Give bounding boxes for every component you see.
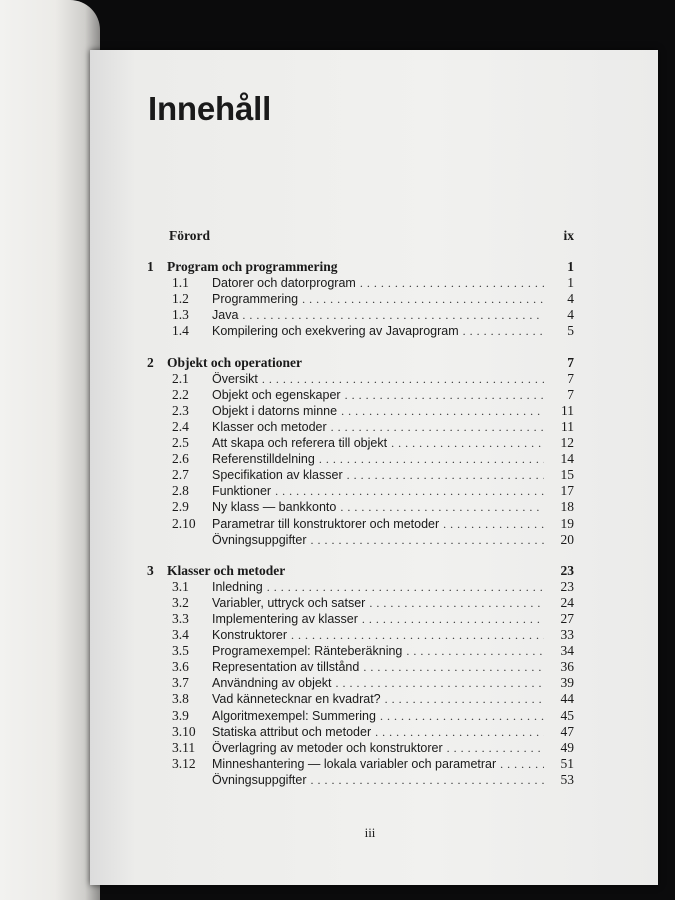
dot-leader: [345, 387, 544, 403]
section-page: 36: [560, 659, 574, 675]
chapter-page: 7: [567, 354, 574, 370]
section-page: 17: [560, 483, 574, 499]
section-title: Objekt i datorns minne: [212, 403, 338, 418]
book-page: [90, 50, 658, 885]
toc-section: [147, 659, 574, 675]
section-number: 2.3: [172, 402, 189, 418]
section-number: 2.10: [172, 515, 196, 531]
table-of-contents: [147, 228, 574, 788]
toc-section: [147, 516, 574, 532]
dot-leader: [375, 724, 544, 740]
section-page: 19: [560, 515, 574, 531]
chapter-title: Objekt och operationer: [167, 354, 302, 370]
toc-section: [147, 675, 574, 691]
section-number: 3.5: [172, 643, 189, 659]
section-title: Inledning: [212, 579, 263, 594]
dot-leader: [291, 627, 544, 643]
preface-page: ix: [563, 228, 574, 243]
section-title: Övningsuppgifter: [212, 532, 307, 547]
section-number: 2.9: [172, 499, 189, 515]
dot-leader: [302, 291, 544, 307]
section-page: 47: [560, 723, 574, 739]
section-page: 23: [560, 578, 574, 594]
section-page: 49: [560, 739, 574, 755]
section-number: 2.7: [172, 467, 189, 483]
section-page: 45: [560, 707, 574, 723]
dot-leader: [362, 611, 544, 627]
toc-chapter: [147, 355, 574, 371]
section-page: 27: [560, 610, 574, 626]
dot-leader: [347, 467, 544, 483]
toc-section: [147, 724, 574, 740]
section-page: 33: [560, 627, 574, 643]
dot-leader: [500, 756, 544, 772]
section-page: 11: [561, 418, 574, 434]
section-page: 12: [560, 435, 574, 451]
dot-leader: [463, 323, 544, 339]
section-page: 7: [567, 370, 574, 386]
facing-page: [0, 0, 100, 900]
dot-leader: [331, 419, 544, 435]
section-title: Statiska attribut och metoder: [212, 724, 372, 739]
dot-leader: [341, 403, 544, 419]
toc-section: [147, 691, 574, 707]
toc-section: [147, 291, 574, 307]
section-number: 2.1: [172, 370, 189, 386]
section-title: Översikt: [212, 371, 258, 386]
toc-section: [147, 772, 574, 788]
chapter-number: 1: [147, 259, 154, 275]
section-page: 4: [567, 307, 574, 323]
section-number: 3.8: [172, 691, 189, 707]
page-title: Innehåll: [148, 90, 272, 127]
section-number: 3.1: [172, 578, 189, 594]
toc-section: [147, 595, 574, 611]
section-number: 1.4: [172, 323, 189, 339]
section-number: 2.2: [172, 386, 189, 402]
section-title: Datorer och datorprogram: [212, 276, 356, 291]
toc-gap: [147, 340, 574, 355]
section-title: Användning av objekt: [212, 676, 332, 691]
page-number: iii: [364, 825, 376, 840]
section-title: Klasser och metoder: [212, 419, 327, 434]
preface-title: Förord: [169, 228, 210, 243]
section-title: Att skapa och referera till objekt: [212, 436, 388, 451]
section-title: Objekt och egenskaper: [212, 387, 341, 402]
section-page: 51: [560, 755, 574, 771]
section-number: 3.7: [172, 675, 189, 691]
chapter-title: Program och programmering: [167, 259, 338, 275]
section-title: Specifikation av klasser: [212, 468, 343, 483]
section-title: Parametrar till konstruktorer och metoder: [212, 516, 440, 531]
dot-leader: [406, 643, 544, 659]
toc-gap: [147, 548, 574, 563]
section-page: 53: [560, 771, 574, 787]
section-number: 2.4: [172, 418, 189, 434]
section-title: Java: [212, 308, 239, 323]
section-number: 3.11: [172, 739, 196, 755]
toc-section: [147, 611, 574, 627]
section-number: 3.9: [172, 707, 189, 723]
toc-gap: [147, 244, 574, 259]
section-title: Konstruktorer: [212, 628, 288, 643]
toc-chapter: [147, 259, 574, 275]
section-page: 34: [560, 643, 574, 659]
dot-leader: [336, 675, 544, 691]
section-page: 39: [560, 675, 574, 691]
toc-chapter: [147, 563, 574, 579]
section-number: 1.3: [172, 307, 189, 323]
section-page: 11: [561, 402, 574, 418]
section-number: 2.8: [172, 483, 189, 499]
toc-section: [147, 643, 574, 659]
toc-section: [147, 756, 574, 772]
dot-leader: [319, 451, 544, 467]
section-number: 3.10: [172, 723, 196, 739]
section-number: 3.6: [172, 659, 189, 675]
dot-leader: [267, 579, 544, 595]
toc-section: [147, 307, 574, 323]
dot-leader: [385, 691, 544, 707]
toc-section: [147, 387, 574, 403]
toc-section: [147, 483, 574, 499]
toc-section: [147, 435, 574, 451]
toc-section: [147, 708, 574, 724]
dot-leader: [360, 275, 544, 291]
toc-section: [147, 371, 574, 387]
section-title: Minneshantering — lokala variabler och parametrar: [212, 756, 497, 771]
section-page: 24: [560, 594, 574, 610]
dot-leader: [369, 595, 544, 611]
section-page: 20: [560, 531, 574, 547]
section-title: Variabler, uttryck och satser: [212, 595, 366, 610]
section-page: 1: [567, 275, 574, 291]
section-number: 3.2: [172, 594, 189, 610]
section-title: Överlagring av metoder och konstruktorer: [212, 740, 443, 755]
section-number: 3.3: [172, 610, 189, 626]
dot-leader: [443, 516, 544, 532]
section-number: 2.6: [172, 451, 189, 467]
section-number: 2.5: [172, 435, 189, 451]
toc-preface: [147, 228, 574, 244]
toc-section: [147, 419, 574, 435]
dot-leader: [311, 532, 544, 548]
dot-leader: [380, 708, 544, 724]
section-title: Algoritmexempel: Summering: [212, 708, 376, 723]
dot-leader: [262, 371, 544, 387]
toc-section: [147, 532, 574, 548]
toc-section: [147, 499, 574, 515]
section-title: Programmering: [212, 292, 299, 307]
section-title: Kompilering och exekvering av Javaprogram: [212, 324, 459, 339]
section-title: Övningsuppgifter: [212, 772, 307, 787]
toc-section: [147, 579, 574, 595]
section-page: 4: [567, 291, 574, 307]
section-page: 18: [560, 499, 574, 515]
section-number: 3.12: [172, 755, 196, 771]
dot-leader: [242, 307, 544, 323]
section-title: Funktioner: [212, 484, 272, 499]
dot-leader: [363, 659, 544, 675]
section-title: Representation av tillstånd: [212, 660, 360, 675]
chapter-number: 3: [147, 562, 154, 578]
section-number: 3.4: [172, 627, 189, 643]
dot-leader: [275, 483, 544, 499]
section-page: 14: [560, 451, 574, 467]
section-number: 1.1: [172, 275, 189, 291]
toc-section: [147, 451, 574, 467]
dot-leader: [447, 740, 544, 756]
chapter-title: Klasser och metoder: [167, 562, 286, 578]
toc-section: [147, 323, 574, 339]
section-page: 15: [560, 467, 574, 483]
toc-section: [147, 467, 574, 483]
section-page: 44: [560, 691, 574, 707]
dot-leader: [340, 499, 544, 515]
chapter-page: 23: [560, 562, 574, 578]
section-title: Ny klass — bankkonto: [212, 500, 337, 515]
toc-section: [147, 740, 574, 756]
section-title: Vad kännetecknar en kvadrat?: [212, 692, 381, 707]
toc-section: [147, 275, 574, 291]
dot-leader: [311, 772, 544, 788]
chapter-page: 1: [567, 259, 574, 275]
toc-section: [147, 627, 574, 643]
dot-leader: [391, 435, 544, 451]
toc-section: [147, 403, 574, 419]
section-page: 7: [567, 386, 574, 402]
section-page: 5: [567, 323, 574, 339]
section-title: Programexempel: Ränteberäkning: [212, 644, 403, 659]
section-title: Referenstilldelning: [212, 452, 315, 467]
chapter-number: 2: [147, 354, 154, 370]
section-number: 1.2: [172, 291, 189, 307]
section-title: Implementering av klasser: [212, 611, 358, 626]
